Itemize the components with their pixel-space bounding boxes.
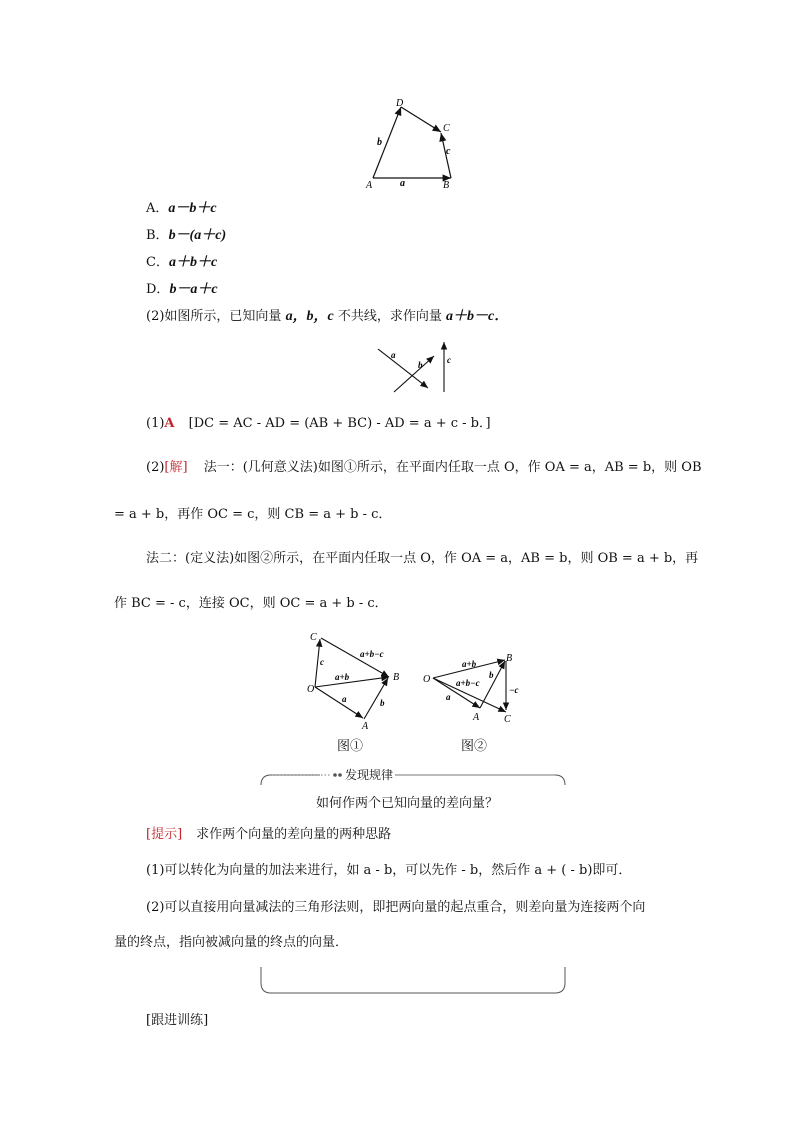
f2-label-ab: a+b bbox=[462, 659, 477, 669]
f2-label-b: b bbox=[489, 670, 494, 680]
rule-box-title: 发现规律 bbox=[345, 768, 394, 782]
f1-label-A: A bbox=[362, 721, 369, 732]
f2-label-O: O bbox=[423, 674, 431, 685]
option-c: C．a＋b＋c bbox=[146, 255, 218, 270]
f2-label-C: C bbox=[504, 714, 511, 725]
f1-label-ab: a+b bbox=[335, 672, 350, 682]
label-c: c bbox=[446, 146, 451, 157]
vec-label-b: b bbox=[418, 360, 423, 370]
label-C: C bbox=[443, 123, 450, 134]
f1-label-a: a bbox=[342, 694, 347, 704]
hint-heading: [提示] 求作两个向量的差向量的两种思路 bbox=[146, 827, 392, 842]
solution-method-1-line-1: (2)[解] 法一：(几何意义法)如图①所示，在平面内任取一点 O，作 OA = a，AB = b，则 OB bbox=[146, 460, 702, 475]
hint-paragraph-1: (1)可以转化为向量的加法来进行，如 a - b，可以先作 - b，然后作 a + ( - b)即可． bbox=[146, 863, 632, 878]
vec-label-a: a bbox=[391, 350, 396, 360]
label-A: A bbox=[366, 180, 373, 191]
vec-label-c: c bbox=[447, 355, 451, 365]
label-a: a bbox=[400, 178, 405, 189]
f1-label-O: O bbox=[307, 684, 315, 695]
f2-label-B: B bbox=[506, 653, 513, 664]
figure-2 bbox=[418, 648, 528, 730]
solution-method-2-line-1: 法二：(定义法)如图②所示，在平面内任取一点 O，作 OA = a，AB = b，则 OB = a + b，再 bbox=[146, 551, 699, 566]
hint-paragraph-2-line-1: (2)可以直接用向量减法的三角形法则，即把两向量的起点重合，则差向量为连接两个向 bbox=[146, 900, 646, 915]
f1-label-abc: a+b−c bbox=[360, 649, 384, 659]
option-a: A．a－b＋c bbox=[146, 201, 217, 216]
question-2: (2)如图所示，已知向量 a，b，c 不共线，求作向量 a＋b－c． bbox=[146, 309, 509, 324]
f2-label-A: A bbox=[473, 712, 480, 723]
f1-label-C: C bbox=[310, 632, 317, 643]
rule-box-question: 如何作两个已知向量的差向量？ bbox=[316, 796, 499, 811]
figure-1-caption: 图① bbox=[337, 739, 364, 754]
solution-method-2-line-2: 作 BC = - c，连接 OC，则 OC = a + b - c． bbox=[114, 596, 388, 611]
quadrilateral-figure bbox=[360, 92, 470, 192]
label-B: B bbox=[443, 180, 450, 191]
f2-label-abc: a+b−c bbox=[456, 678, 480, 688]
option-d: D．b－a＋c bbox=[146, 282, 218, 297]
label-D: D bbox=[396, 98, 404, 109]
option-b: B．b－(a＋c) bbox=[146, 228, 227, 243]
answer-1: (1)A [DC = AC - AD = (AB + BC) - AD = a + c - b．] bbox=[146, 416, 491, 431]
follow-up-heading: [跟进训练] bbox=[146, 1013, 209, 1028]
f2-label-a: a bbox=[446, 692, 451, 702]
f2-label-mc: −c bbox=[509, 685, 519, 695]
figure-2-caption: 图② bbox=[461, 739, 488, 754]
hint-paragraph-2-line-2: 量的终点，指向被减向量的终点的向量． bbox=[114, 935, 349, 950]
f1-label-c: c bbox=[320, 657, 324, 667]
figure-1 bbox=[300, 630, 410, 735]
f1-label-b: b bbox=[380, 698, 385, 708]
label-b: b bbox=[377, 137, 382, 148]
f1-label-B: B bbox=[393, 672, 400, 683]
vectors-figure bbox=[372, 338, 462, 396]
solution-method-1-line-2: = a + b，再作 OC = c，则 CB = a + b - c． bbox=[114, 507, 392, 522]
